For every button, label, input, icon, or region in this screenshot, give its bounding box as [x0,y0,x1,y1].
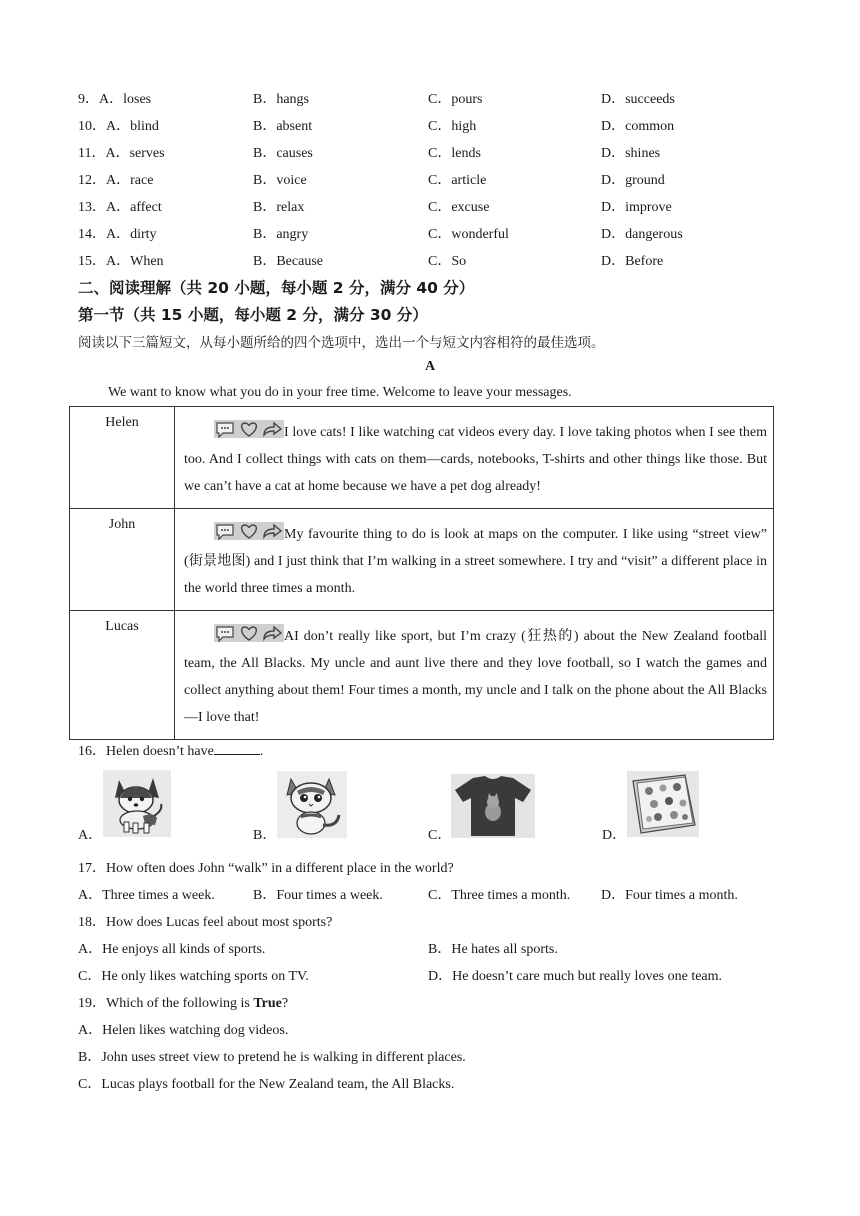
part-heading: 第一节（共 15 小题，每小题 2 分，满分 30 分） [78,306,428,324]
table-row [70,509,774,611]
option-c[interactable]: C．excuse [428,200,490,215]
option-c[interactable]: C．lends [428,146,481,161]
option-d[interactable]: D．ground [601,173,665,188]
message-author: Lucas [70,611,175,740]
option-d[interactable]: D． [602,828,627,843]
message-body: I love cats! I like watching cat videos every day. I love taking photos when I see them too. And I collect things with cats on them—cards, notebooks, T-shirts and other things like those. But we can’t have a cat at home because we have a pet dog already! [175,407,774,509]
option-row-9 [78,88,778,115]
option-d[interactable]: D．succeeds [601,92,675,107]
option-a[interactable]: 13．A．affect [78,200,162,215]
passage-intro: We want to know what you do in your free time. Welcome to leave your messages. [108,385,572,400]
option-b[interactable]: B．Because [253,254,323,269]
option-b[interactable]: B． [253,828,277,843]
option-d[interactable]: D．common [601,119,675,134]
option-row-13 [78,196,778,223]
question-17-options [78,884,778,908]
option-c[interactable]: C． [428,828,452,843]
option-row-10 [78,115,778,142]
option-c[interactable]: C．wonderful [428,227,509,242]
message-actions [214,419,284,439]
dog-image[interactable] [103,770,171,837]
question-18-options [78,965,778,989]
message-author: John [70,509,175,611]
option-d[interactable]: D．Before [601,254,664,269]
option-b[interactable]: B．voice [253,173,307,188]
question-18-options [78,938,778,962]
table-row [70,611,774,740]
option-row-15 [78,250,778,277]
option-d[interactable]: D．He doesn’t care much but really loves one team. [428,969,723,984]
instructions: 阅读以下三篇短文，从每小题所给的四个选项中，选出一个与短文内容相符的最佳选项。 [78,335,605,351]
question-number: 12． [78,173,106,188]
option-a[interactable]: 12．A．race [78,173,154,188]
option-b[interactable]: B．relax [253,200,305,215]
question-18-stem: 18．How does Lucas feel about most sports? [78,915,333,930]
question-number: 11． [78,146,106,161]
option-b[interactable]: B．hangs [253,92,309,107]
option-a[interactable]: A．Three times a week. [78,888,215,903]
question-17-stem: 17．How often does John “walk” in a different place in the world? [78,861,454,876]
option-d[interactable]: D．dangerous [601,227,683,242]
passage-letter: A [424,359,436,374]
option-b[interactable]: B．John uses street view to pretend he is walking in different places. [78,1050,466,1065]
cat-notebook-image[interactable] [627,771,699,837]
option-a[interactable]: A． [78,828,103,843]
option-d[interactable]: D．Four times a month. [601,888,738,903]
message-author: Helen [70,407,175,509]
option-a[interactable]: 15．A．When [78,254,164,269]
option-c[interactable]: C．So [428,254,467,269]
option-c[interactable]: C．He only likes watching sports on TV. [78,969,309,984]
message-body: AI don’t really like sport, but I’m crazy (狂热的) about the New Zealand football team, the All Blacks. My uncle and aunt live there and they love football, so I watch the games and collect anything about them! Four times a month, my uncle and I talk on the phone about the All Blacks—I love that! [175,611,774,740]
cat-image[interactable] [277,771,347,838]
option-c[interactable]: C．pours [428,92,483,107]
option-a[interactable]: A．Helen likes watching dog videos. [78,1023,289,1038]
option-c[interactable]: C．Three times a month. [428,888,571,903]
option-a[interactable]: A．He enjoys all kinds of sports. [78,942,266,957]
question-number: 15． [78,254,106,269]
option-a[interactable]: 10．A．blind [78,119,159,134]
option-row-11 [78,142,778,169]
question-19-stem: 19．Which of the following is True? [78,996,289,1011]
option-b[interactable]: B．causes [253,146,313,161]
message-actions [214,521,284,541]
option-a[interactable]: 11．A．serves [78,146,165,161]
option-c[interactable]: C．Lucas plays football for the New Zealand team, the All Blacks. [78,1077,455,1092]
table-row [70,407,774,509]
option-b[interactable]: B．Four times a week. [253,888,383,903]
option-c[interactable]: C．high [428,119,477,134]
option-c[interactable]: C．article [428,173,487,188]
option-a[interactable]: 9．A．loses [78,92,152,107]
option-d[interactable]: D．improve [601,200,672,215]
option-row-12 [78,169,778,196]
question-number: 9． [78,92,99,107]
option-b[interactable]: B．He hates all sports. [428,942,558,957]
messages-table [69,406,774,740]
message-actions [214,623,284,643]
question-number: 13． [78,200,106,215]
option-row-14 [78,223,778,250]
section-heading: 二、阅读理解（共 20 小题，每小题 2 分，满分 40 分） [78,279,475,297]
option-b[interactable]: B．angry [253,227,309,242]
cat-tshirt-image[interactable] [451,774,535,838]
question-number: 10． [78,119,106,134]
answer-blank [214,741,260,755]
message-body: My favourite thing to do is look at maps on the computer. I like using “street view” (街景地图) and I just think that I’m walking in a street somewhere. I try and “visit” a different place in the world three times a month. [175,509,774,611]
question-16-stem: 16．Helen doesn’t have . [78,740,263,760]
option-d[interactable]: D．shines [601,146,661,161]
option-b[interactable]: B．absent [253,119,313,134]
question-number: 14． [78,227,106,242]
option-a[interactable]: 14．A．dirty [78,227,157,242]
